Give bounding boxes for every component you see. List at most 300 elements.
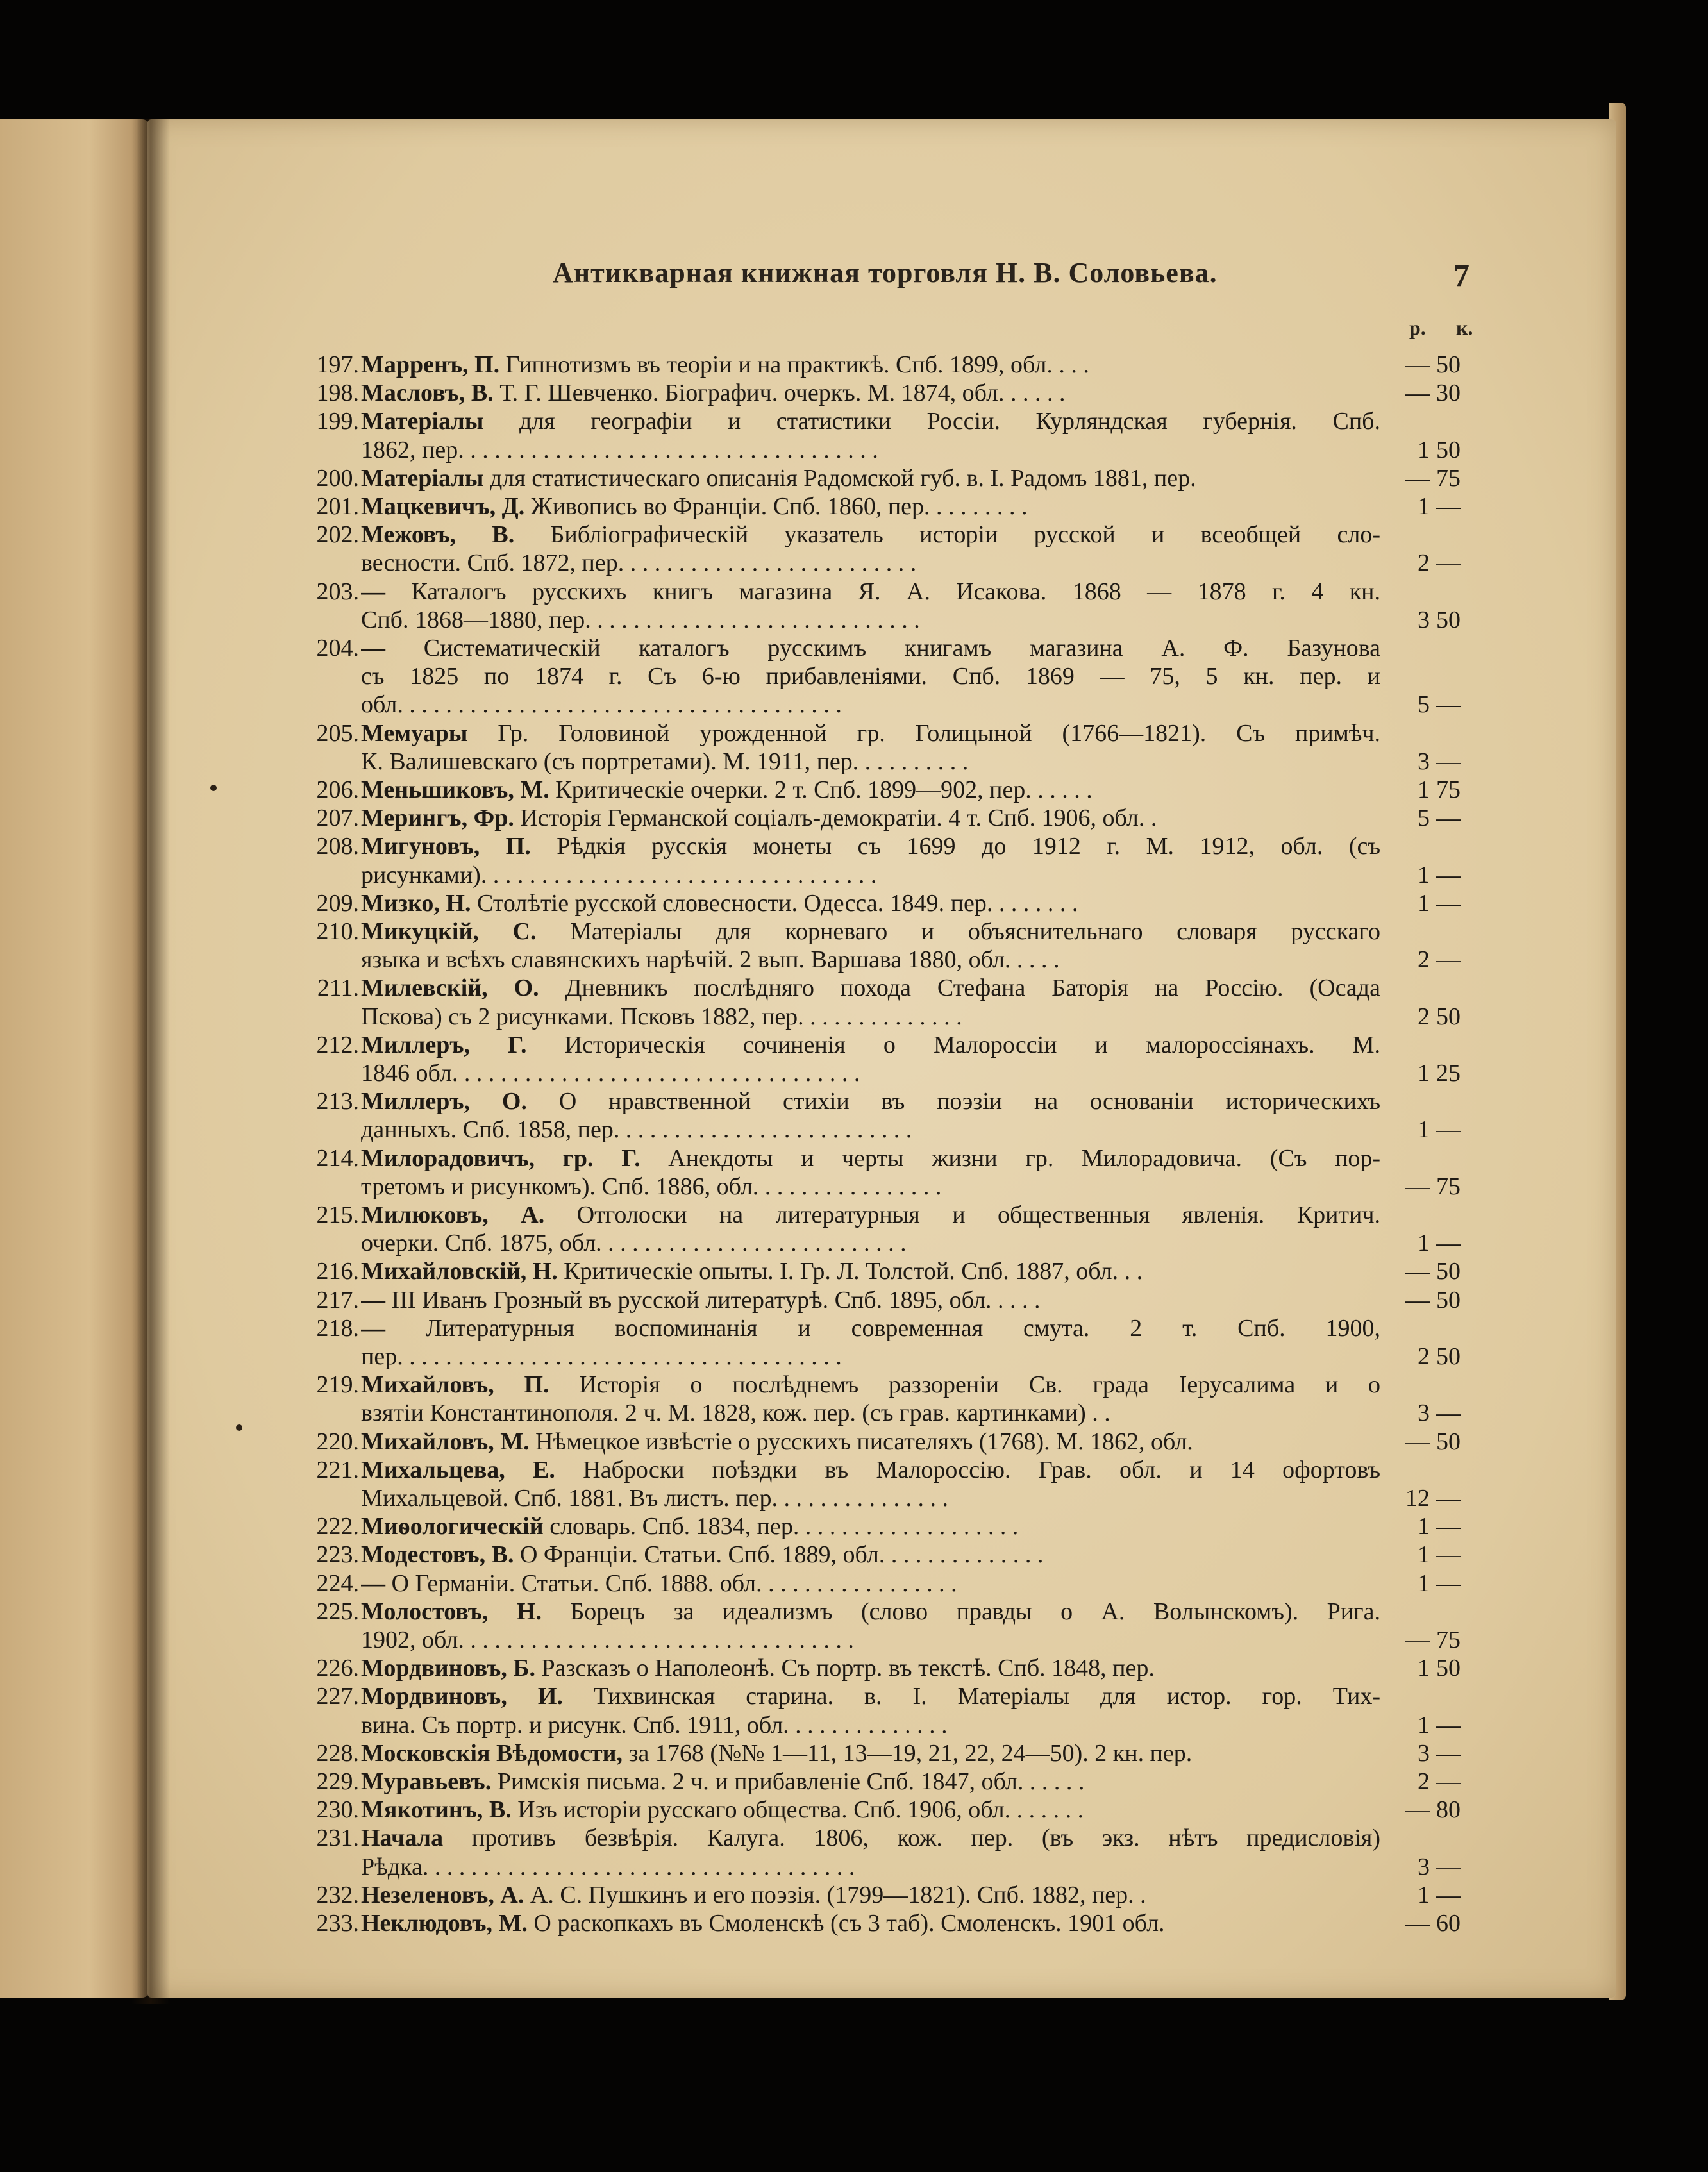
price-kopecks: 75 [1436, 1626, 1461, 1653]
entry-line-text: Матеріалы для корневаго и объяснительнаго словаря русскаго [570, 918, 1380, 945]
entry-line-text: Борецъ за идеализмъ (слово правды о А. Волынскомъ). Рига. [570, 1598, 1380, 1625]
price-rubles: — [1405, 1428, 1430, 1455]
entry-line [0, 606, 1539, 634]
entry-number: 202. [316, 521, 359, 548]
entry-author: Матеріалы [361, 465, 484, 492]
entry-text [361, 1598, 1380, 1626]
entry-line [0, 1314, 1539, 1342]
entry-line [0, 578, 1539, 606]
price-rubles: — [1405, 465, 1430, 492]
entry-text [361, 1909, 1380, 1937]
entry-text [361, 804, 1380, 832]
price-rubles: 1 [1418, 862, 1430, 889]
entry-number: 218. [316, 1315, 359, 1342]
price-rubles: — [1405, 1287, 1430, 1314]
entry-line-text: данныхъ. Спб. 1858, пер. . . . . . . . . . . . . . . . . . . . . . . . . [361, 1116, 912, 1143]
entry-text [361, 1853, 1380, 1881]
entry-author: Модестовъ, В. [361, 1541, 514, 1568]
price-rubles: — [1405, 351, 1430, 378]
price-rubles: 3 [1418, 748, 1430, 775]
entry-author: Мерингъ, Фр. [361, 805, 514, 831]
entry-text [361, 974, 1380, 1002]
entry-number: 219. [316, 1371, 359, 1398]
entry-text [361, 606, 1380, 634]
kopecks-column-header: к. [1456, 316, 1473, 339]
entry-line [0, 1569, 1539, 1598]
entry-text [361, 1711, 1380, 1739]
entry-line [0, 1428, 1539, 1456]
entry-author: Незеленовъ, А. [361, 1882, 524, 1909]
price-kopecks: 75 [1436, 776, 1461, 803]
entry-text [361, 1173, 1380, 1201]
entry-author: Миллеръ, О. [361, 1088, 527, 1115]
entry-line [0, 917, 1539, 946]
entry-author: Михайловъ, М. [361, 1428, 530, 1455]
entry-author: Молостовъ, Н. [361, 1598, 542, 1625]
entry-line-text: взятіи Константинополя. 2 ч. М. 1828, кож. пер. (съ грав. картинками) . . [361, 1399, 1110, 1426]
entry-line-text: Дневникъ послѣдняго похода Стефана Баторія на Россію. (Осада [565, 974, 1380, 1001]
entry-line [0, 351, 1539, 379]
price-rubles: 3 [1418, 606, 1430, 633]
entry-line [0, 832, 1539, 860]
price-rubles: 1 [1418, 776, 1430, 803]
entry-number: 203. [316, 578, 359, 605]
price-kopecks: — [1436, 691, 1461, 718]
entry-text [361, 549, 1380, 577]
entry-author: Миллеръ, Г. [361, 1032, 527, 1058]
entry-author: Масловъ, В. [361, 380, 494, 406]
price-rubles: 5 [1418, 805, 1430, 831]
entry-number: 215. [316, 1201, 359, 1228]
price-kopecks: — [1436, 1712, 1461, 1739]
entry-author: Миѳологическій [361, 1513, 544, 1540]
price-kopecks: — [1436, 1570, 1461, 1597]
entry-author: Межовъ, В. [361, 521, 515, 548]
entry-line [0, 1654, 1539, 1682]
price-rubles: 1 [1418, 493, 1430, 520]
entry-line-text: Исторія Германской соціалъ-демократіи. 4 т. Спб. 1906, обл. . [520, 805, 1157, 831]
price-rubles: — [1405, 1258, 1430, 1285]
price-kopecks: — [1436, 1399, 1461, 1426]
entry-number: 224. [316, 1570, 359, 1597]
entry-line-text: О Германіи. Статьи. Спб. 1888. обл. . . . . . . . . . . . . . . . . [391, 1570, 957, 1597]
entry-line-text: 1846 обл. . . . . . . . . . . . . . . . . . . . . . . . . . . . . . . . . . [361, 1060, 860, 1087]
entry-line-text: 1902, обл. . . . . . . . . . . . . . . . . . . . . . . . . . . . . . . . . [361, 1626, 854, 1653]
entry-line-text: О нравственной стихіи въ поэзіи на основаніи историческихъ [558, 1088, 1380, 1115]
entry-text [361, 1428, 1380, 1456]
entry-number: 229. [316, 1768, 359, 1795]
entry-line-text: О Франціи. Статьи. Спб. 1889, обл. . . . . . . . . . . . . . [519, 1541, 1044, 1568]
price-kopecks: — [1436, 549, 1461, 576]
entry-line-text: словарь. Спб. 1834, пер. . . . . . . . . . . . . . . . . . . [549, 1513, 1019, 1540]
entry-text [361, 1059, 1380, 1087]
entry-line-text: А. С. Пушкинъ и его поэзія. (1799—1821). Спб. 1882, пер. . [530, 1882, 1146, 1909]
price-kopecks: — [1436, 493, 1461, 520]
entry-line [0, 748, 1539, 776]
entry-line [0, 1229, 1539, 1257]
entry-line-text: рисунками). . . . . . . . . . . . . . . . . . . . . . . . . . . . . . . . . [361, 862, 877, 889]
entry-text [361, 1286, 1380, 1314]
entry-author: Мордвиновъ, Б. [361, 1655, 535, 1682]
entry-text [361, 1031, 1380, 1059]
entry-text [361, 1314, 1380, 1342]
entry-text [361, 351, 1380, 379]
entry-author: Московскія Вѣдомости, [361, 1740, 623, 1767]
price-kopecks: 30 [1436, 380, 1461, 406]
price-rubles: 12 [1405, 1485, 1430, 1512]
entry-line [0, 1626, 1539, 1654]
price-kopecks: 80 [1436, 1796, 1461, 1823]
entry-number: 198. [316, 380, 359, 406]
entry-line [0, 1286, 1539, 1314]
price-kopecks: 50 [1436, 437, 1461, 464]
entry-line [0, 1173, 1539, 1201]
entry-text [361, 407, 1380, 435]
entry-author: — [361, 635, 385, 662]
entry-text [361, 1767, 1380, 1796]
entry-text [361, 492, 1380, 521]
entry-text [361, 1144, 1380, 1173]
price-rubles: — [1405, 1910, 1430, 1937]
rubles-column-header: р. [1409, 316, 1426, 339]
entry-text [361, 1824, 1380, 1852]
price-kopecks: 50 [1436, 1428, 1461, 1455]
price-kopecks: — [1436, 946, 1461, 973]
entry-number: 217. [316, 1287, 359, 1314]
entry-line-text: 1862, пер. . . . . . . . . . . . . . . . . . . . . . . . . . . . . . . . . . . [361, 437, 878, 464]
entry-line [0, 1484, 1539, 1512]
entry-number: 228. [316, 1740, 359, 1767]
price-kopecks: 60 [1436, 1910, 1461, 1937]
entry-author: Милевскій, О. [361, 974, 539, 1001]
entry-line-text: очерки. Спб. 1875, обл. . . . . . . . . . . . . . . . . . . . . . . . . . [361, 1230, 907, 1257]
entry-line-text: Т. Г. Шевченко. Біографич. очеркъ. М. 1874, обл. . . . . . [499, 380, 1066, 406]
entry-text [361, 1115, 1380, 1144]
entry-text [361, 1541, 1380, 1569]
price-rubles: 1 [1418, 1060, 1430, 1087]
entry-line [0, 1739, 1539, 1767]
entry-line [0, 662, 1539, 690]
entry-line [0, 1399, 1539, 1427]
entry-line [0, 492, 1539, 521]
entry-line-text: пер. . . . . . . . . . . . . . . . . . . . . . . . . . . . . . . . . . . . . [361, 1343, 842, 1370]
entry-line [0, 379, 1539, 407]
entry-line-text: Каталогъ русскихъ книгъ магазина Я. А. Исакова. 1868 — 1878 г. 4 кн. [411, 578, 1380, 605]
entry-author: Марренъ, П. [361, 351, 500, 378]
entry-number: 233. [316, 1910, 359, 1937]
price-kopecks: 50 [1436, 1287, 1461, 1314]
entry-line [0, 1796, 1539, 1824]
entry-author: — [361, 578, 385, 605]
entry-author: Михальцева, Е. [361, 1457, 555, 1483]
entry-author: Милорадовичъ, гр. Г. [361, 1145, 640, 1172]
price-rubles: 3 [1418, 1740, 1430, 1767]
entry-line-text: съ 1825 по 1874 г. Съ 6-ю прибавленіями. Спб. 1869 — 75, 5 кн. пер. и [361, 663, 1380, 690]
entry-number: 223. [316, 1541, 359, 1568]
entry-line-text: для статистическаго описанія Радомской губ. в. I. Радомъ 1881, пер. [489, 465, 1196, 492]
entry-line [0, 1541, 1539, 1569]
entry-number: 220. [316, 1428, 359, 1455]
entry-line-text: третомъ и рисункомъ). Спб. 1886, обл. . . . . . . . . . . . . . . . [361, 1173, 942, 1200]
entry-line [0, 719, 1539, 748]
entry-line-text: для географіи и статистики Россіи. Курляндская губернія. Спб. [519, 408, 1380, 435]
price-rubles: 3 [1418, 1853, 1430, 1880]
entry-line-text: Столѣтіе русской словесности. Одесса. 1849. пер. . . . . . . . [476, 890, 1078, 917]
entry-line [0, 946, 1539, 974]
entry-text [361, 1654, 1380, 1682]
entry-author: — [361, 1315, 385, 1342]
entry-text [361, 861, 1380, 889]
entry-text [361, 1342, 1380, 1371]
entry-line [0, 690, 1539, 719]
price-kopecks: 75 [1436, 1173, 1461, 1200]
entry-text [361, 1229, 1380, 1257]
entry-number: 206. [316, 776, 359, 803]
entry-line [0, 1456, 1539, 1484]
entry-number: 210. [316, 918, 359, 945]
price-kopecks: — [1436, 748, 1461, 775]
price-kopecks: 50 [1436, 606, 1461, 633]
entry-number: 204. [316, 635, 359, 662]
price-kopecks: — [1436, 862, 1461, 889]
entry-number: 214. [316, 1145, 359, 1172]
entry-line [0, 1031, 1539, 1059]
price-kopecks: — [1436, 805, 1461, 831]
price-rubles: 1 [1418, 1655, 1430, 1682]
entry-line-text: Гр. Головиной урожденной гр. Голицыной (1766—1821). Съ примѣч. [498, 720, 1380, 747]
entry-line [0, 1342, 1539, 1371]
entry-number: 222. [316, 1513, 359, 1540]
entry-line [0, 974, 1539, 1002]
price-kopecks: — [1436, 1230, 1461, 1257]
entry-number: 213. [316, 1088, 359, 1115]
entry-line [0, 464, 1539, 492]
price-kopecks: 50 [1436, 1655, 1461, 1682]
entry-line-text: Гипнотизмъ въ теоріи и на практикѣ. Спб. 1899, обл. . . . [505, 351, 1089, 378]
entry-line-text: Рѣдка. . . . . . . . . . . . . . . . . . . . . . . . . . . . . . . . . . . . [361, 1853, 855, 1880]
entry-author: Муравьевъ. [361, 1768, 492, 1795]
price-kopecks: 25 [1436, 1060, 1461, 1087]
price-kopecks: 50 [1436, 351, 1461, 378]
running-header: Антикварная книжная торговля Н. В. Соловьева. [553, 257, 1218, 288]
entry-line-text: О раскопкахъ въ Смоленскѣ (съ 3 таб). Смоленскъ. 1901 обл. [533, 1910, 1165, 1937]
price-rubles: 1 [1418, 1882, 1430, 1909]
entry-text [361, 464, 1380, 492]
entry-number: 232. [316, 1882, 359, 1909]
entry-number: 221. [316, 1457, 359, 1483]
entry-line-text: за 1768 (№№ 1—11, 13—19, 21, 22, 24—50). 2 кн. пер. [628, 1740, 1193, 1767]
entry-line [0, 1853, 1539, 1881]
entry-number: 216. [316, 1258, 359, 1285]
entry-line-text: Критическіе очерки. 2 т. Спб. 1899—902, пер. . . . . . [555, 776, 1093, 803]
entry-author: Мордвиновъ, И. [361, 1683, 563, 1710]
price-rubles: 2 [1418, 946, 1430, 973]
entry-text [361, 1484, 1380, 1512]
entry-line-text: Наброски поѣздки въ Малороссію. Грав. обл. и 14 офортовъ [583, 1457, 1380, 1483]
entry-line-text: Изъ исторіи русскаго общества. Спб. 1906, обл. . . . . . . [517, 1796, 1084, 1823]
price-rubles: 2 [1418, 1343, 1430, 1370]
entry-line-text: Михальцевой. Спб. 1881. Въ листъ. пер. . . . . . . . . . . . . . . [361, 1485, 948, 1512]
price-kopecks: — [1436, 890, 1461, 917]
entry-line [0, 634, 1539, 662]
entry-number: 225. [316, 1598, 359, 1625]
entry-line [0, 1512, 1539, 1541]
entry-line [0, 1201, 1539, 1229]
entry-text [361, 917, 1380, 946]
price-kopecks: — [1436, 1116, 1461, 1143]
price-rubles: 1 [1418, 1570, 1430, 1597]
entry-line [0, 407, 1539, 435]
entry-line-text: Систематическій каталогъ русскимъ книгамъ магазина А. Ф. Базунова [423, 635, 1380, 662]
entry-line-text: Критическіе опыты. I. Гр. Л. Толстой. Спб. 1887, обл. . . [564, 1258, 1143, 1285]
entry-text [361, 1739, 1380, 1767]
price-kopecks: — [1436, 1740, 1461, 1767]
entry-text [361, 1257, 1380, 1285]
entry-line-text: Спб. 1868—1880, пер. . . . . . . . . . . . . . . . . . . . . . . . . . . . [361, 606, 920, 633]
entry-number: 208. [316, 833, 359, 860]
entry-text [361, 1003, 1380, 1031]
entry-line-text: Отголоски на литературныя и общественныя явленія. Критич. [576, 1201, 1380, 1228]
entry-number: 197. [316, 351, 359, 378]
price-kopecks: — [1436, 1513, 1461, 1540]
entry-author: Меньшиковъ, М. [361, 776, 549, 803]
entry-author: Матеріалы [361, 408, 484, 435]
entry-text [361, 1796, 1380, 1824]
entry-number: 226. [316, 1655, 359, 1682]
entry-number: 209. [316, 890, 359, 917]
entry-line [0, 1115, 1539, 1144]
entry-text [361, 1569, 1380, 1598]
entry-author: Михайловъ, П. [361, 1371, 549, 1398]
price-rubles: 2 [1418, 1003, 1430, 1030]
entry-author: — [361, 1570, 385, 1597]
price-kopecks: — [1436, 1882, 1461, 1909]
price-kopecks: — [1436, 1485, 1461, 1512]
entry-text [361, 748, 1380, 776]
entry-number: 230. [316, 1796, 359, 1823]
entry-number: 212. [316, 1032, 359, 1058]
entry-text [361, 1456, 1380, 1484]
entry-text [361, 832, 1380, 860]
entry-line [0, 1144, 1539, 1173]
price-rubles: 1 [1418, 1513, 1430, 1540]
price-kopecks: — [1436, 1853, 1461, 1880]
entry-text [361, 719, 1380, 748]
entry-text [361, 1512, 1380, 1541]
entry-line [0, 861, 1539, 889]
price-kopecks: — [1436, 1541, 1461, 1568]
entry-line-text: К. Валишевскаго (съ портретами). М. 1911, пер. . . . . . . . . . [361, 748, 969, 775]
entry-line-text: обл. . . . . . . . . . . . . . . . . . . . . . . . . . . . . . . . . . . . . [361, 691, 842, 718]
entry-line [0, 436, 1539, 464]
entry-author: — [361, 1287, 385, 1314]
entry-line [0, 1257, 1539, 1285]
price-rubles: 2 [1418, 549, 1430, 576]
entry-line [0, 1909, 1539, 1937]
entry-line [0, 549, 1539, 577]
price-kopecks: — [1436, 1768, 1461, 1795]
entry-author: Милюковъ, А. [361, 1201, 545, 1228]
entry-number: 199. [316, 408, 359, 435]
entry-text [361, 1201, 1380, 1229]
entry-line [0, 1767, 1539, 1796]
price-rubles: 1 [1418, 1541, 1430, 1568]
price-rubles: — [1405, 1626, 1430, 1653]
entry-line-text: языка и всѣхъ славянскихъ нарѣчій. 2 вып. Варшава 1880, обл. . . . . [361, 946, 1060, 973]
entry-line [0, 1598, 1539, 1626]
entry-line [0, 1087, 1539, 1115]
price-rubles: 1 [1418, 1712, 1430, 1739]
entry-line-text: противъ безвѣрія. Калуга. 1806, кож. пер. (въ экз. нѣтъ предисловія) [471, 1825, 1380, 1851]
entry-author: Начала [361, 1825, 444, 1851]
entry-line-text: Живопись во Франціи. Спб. 1860, пер. . . . . . . . . [530, 493, 1028, 520]
entry-author: Мацкевичъ, Д. [361, 493, 525, 520]
entry-text [361, 889, 1380, 917]
entry-line-text: Анекдоты и черты жизни гр. Милорадовича. (Съ пор- [668, 1145, 1380, 1172]
entry-author: Мизко, Н. [361, 890, 471, 917]
entry-line-text: Пскова) съ 2 рисунками. Псковъ 1882, пер. . . . . . . . . . . . . . [361, 1003, 962, 1030]
entry-line [0, 1824, 1539, 1852]
entry-text [361, 946, 1380, 974]
price-kopecks: 50 [1436, 1003, 1461, 1030]
entry-author: Мигуновъ, П. [361, 833, 531, 860]
entry-line [0, 776, 1539, 804]
price-rubles: 5 [1418, 691, 1430, 718]
price-rubles: — [1405, 1173, 1430, 1200]
entry-text [361, 1371, 1380, 1399]
price-rubles: 1 [1418, 1230, 1430, 1257]
entry-line [0, 804, 1539, 832]
entry-line [0, 1003, 1539, 1031]
price-rubles: 1 [1418, 1116, 1430, 1143]
page-number: 7 [1453, 257, 1469, 293]
entry-line-text: Римскія письма. 2 ч. и прибавленіе Спб. 1847, обл. . . . . . [497, 1768, 1085, 1795]
entry-text [361, 578, 1380, 606]
entry-text [361, 634, 1380, 662]
price-rubles: 3 [1418, 1399, 1430, 1426]
entry-text [361, 776, 1380, 804]
entry-line-text: Разсказъ о Наполеонѣ. Съ портр. въ текстѣ. Спб. 1848, пер. [541, 1655, 1155, 1682]
entry-author: Мякотинъ, В. [361, 1796, 512, 1823]
entry-text [361, 1399, 1380, 1427]
price-rubles: 1 [1418, 890, 1430, 917]
entry-author: Михайловскій, Н. [361, 1258, 558, 1285]
price-kopecks: 50 [1436, 1343, 1461, 1370]
entry-line [0, 1881, 1539, 1909]
entry-line [0, 889, 1539, 917]
entry-text [361, 662, 1380, 690]
entry-line [0, 1059, 1539, 1087]
entry-line-text: Рѣдкія русскія монеты съ 1699 до 1912 г. М. 1912, обл. (съ [557, 833, 1380, 860]
entry-text [361, 690, 1380, 719]
entry-text [361, 1682, 1380, 1710]
entry-line-text: III Иванъ Грозный въ русской литературѣ. Спб. 1895, обл. . . . . [391, 1287, 1041, 1314]
entry-line-text: вина. Съ портр. и рисунк. Спб. 1911, обл. . . . . . . . . . . . . . [361, 1712, 948, 1739]
entry-line-text: весности. Спб. 1872, пер. . . . . . . . . . . . . . . . . . . . . . . . . [361, 549, 917, 576]
entry-text [361, 436, 1380, 464]
entry-line [0, 1371, 1539, 1399]
entry-number: 201. [316, 493, 359, 520]
entry-number: 231. [316, 1825, 359, 1851]
entry-text [361, 521, 1380, 549]
price-rubles: 1 [1418, 437, 1430, 464]
entry-line-text: Нѣмецкое извѣстіе о русскихъ писателяхъ (1768). М. 1862, обл. [535, 1428, 1193, 1455]
entry-number: 211. [317, 974, 359, 1001]
entry-line-text: Литературныя воспоминанія и современная смута. 2 т. Спб. 1900, [425, 1315, 1380, 1342]
entry-text [361, 1087, 1380, 1115]
entry-number: 227. [316, 1683, 359, 1710]
entry-number: 207. [316, 805, 359, 831]
